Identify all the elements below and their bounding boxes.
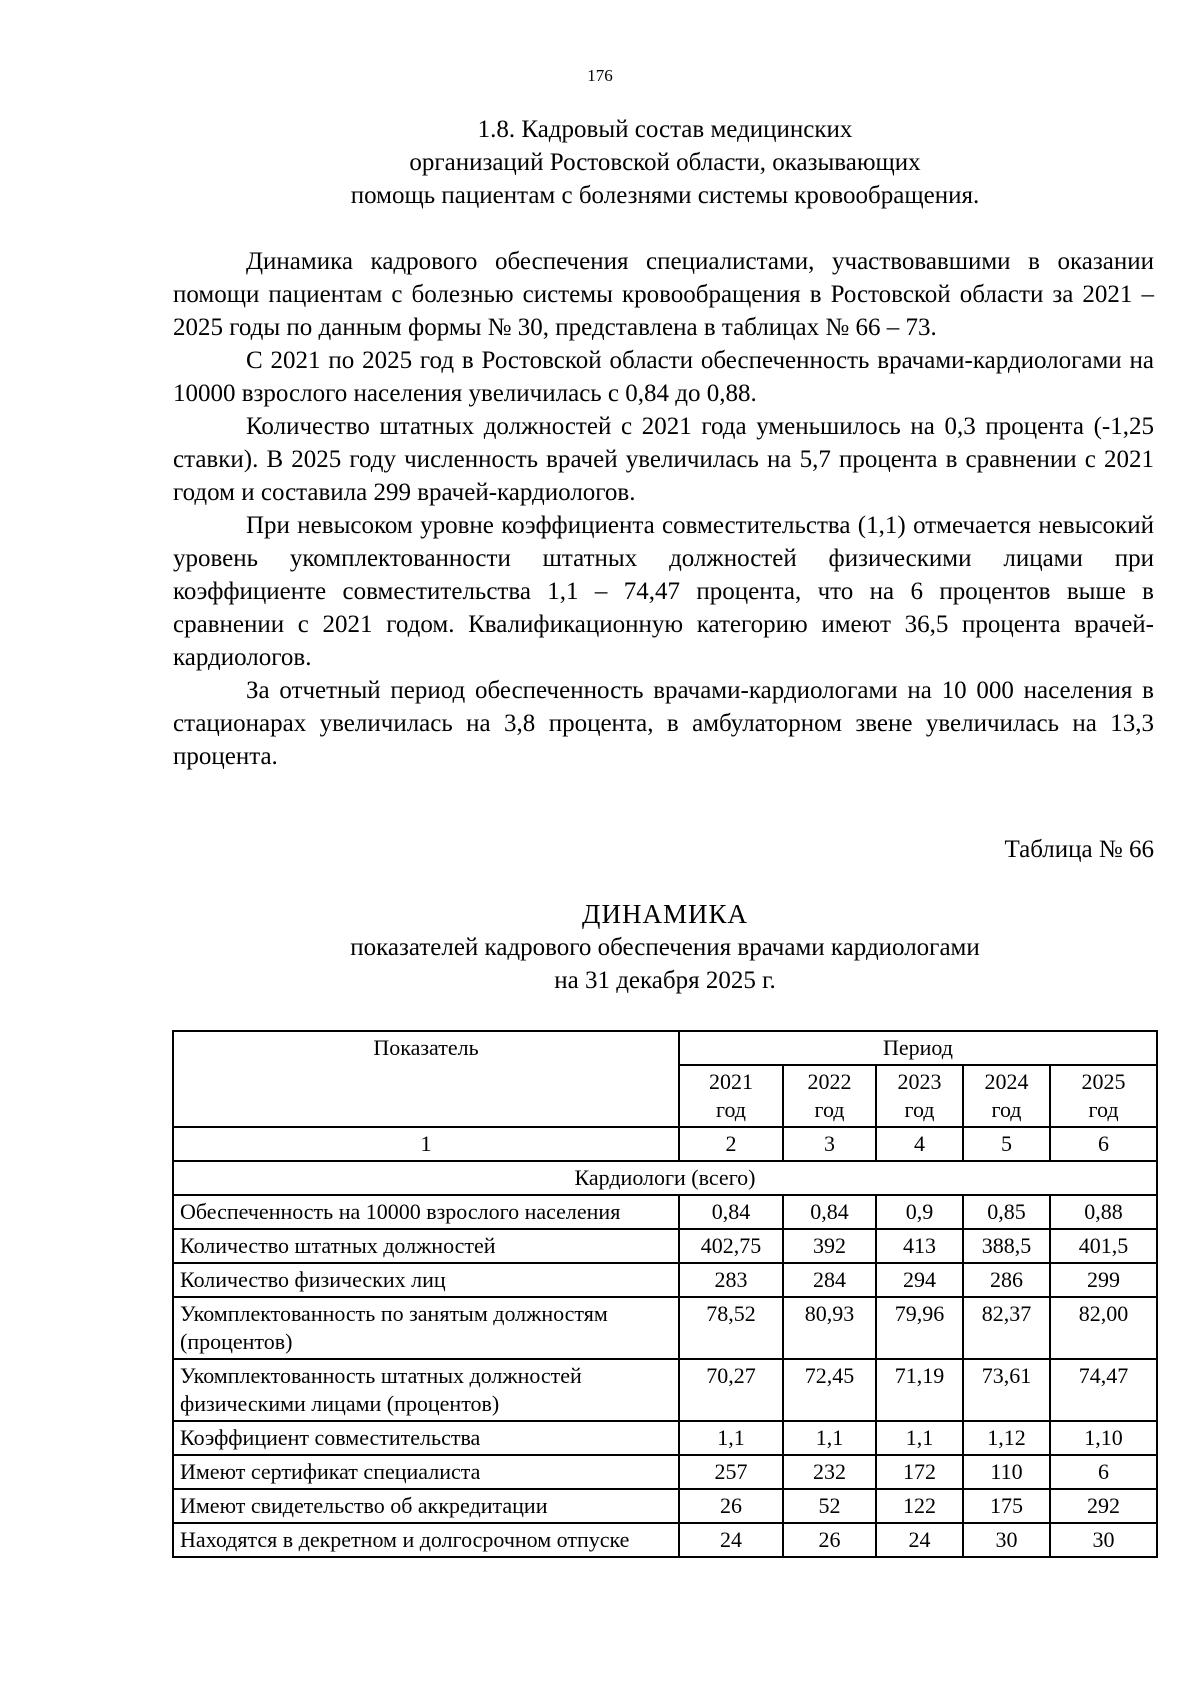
header-period: Период	[679, 1031, 1157, 1065]
row-value: 24	[876, 1523, 963, 1557]
row-value: 299	[1050, 1263, 1157, 1297]
column-number-row	[173, 1127, 1157, 1161]
section-title-line-1: 1.8. Кадровый состав медицинских	[477, 116, 853, 143]
section-title	[0, 113, 1200, 212]
row-label: Количество штатных должностей	[173, 1229, 679, 1263]
table-row	[173, 1229, 1157, 1263]
column-number: 5	[963, 1127, 1050, 1161]
column-number: 4	[876, 1127, 963, 1161]
paragraph-1: Динамика кадрового обеспечения специалистами, участвовавшими в оказании помощи пациентам с болезнью системы кровообращения в Ростовской области за 2021 – 2025 годы по данным формы № 30, представлена в таблицах № 66 – 73.	[173, 248, 1154, 341]
table-row	[173, 1421, 1157, 1455]
table-caption-line-1: показателей кадрового обеспечения врачами кардиологами	[350, 934, 980, 961]
row-value: 175	[963, 1489, 1050, 1523]
row-value: 1,1	[783, 1421, 876, 1455]
row-value: 392	[783, 1229, 876, 1263]
row-value: 73,61	[963, 1359, 1050, 1421]
header-year-unit: год	[715, 1097, 747, 1122]
section-title-line-3: помощь пациентам с болезнями системы кровообращения.	[350, 182, 980, 209]
row-value: 0,84	[783, 1195, 876, 1229]
table-caption-title: ДИНАМИКА	[582, 899, 748, 929]
column-number: 2	[679, 1127, 783, 1161]
row-value: 1,10	[1050, 1421, 1157, 1455]
row-value: 388,5	[963, 1229, 1050, 1263]
row-value: 24	[679, 1523, 783, 1557]
row-value: 80,93	[783, 1297, 876, 1359]
row-value: 283	[679, 1263, 783, 1297]
column-number: 6	[1050, 1127, 1157, 1161]
header-year-value: 2023	[897, 1069, 942, 1094]
row-value: 284	[783, 1263, 876, 1297]
header-year-unit: год	[814, 1097, 845, 1122]
header-year-value: 2025	[1081, 1069, 1126, 1094]
header-year	[963, 1065, 1050, 1127]
row-value: 30	[963, 1523, 1050, 1557]
header-year-value: 2024	[984, 1069, 1029, 1094]
table-row	[173, 1489, 1157, 1523]
column-number: 1	[173, 1127, 679, 1161]
row-value: 52	[783, 1489, 876, 1523]
row-value: 402,75	[679, 1229, 783, 1263]
header-year	[783, 1065, 876, 1127]
row-value: 6	[1050, 1455, 1157, 1489]
staffing-table	[172, 1030, 1158, 1558]
row-value: 30	[1050, 1523, 1157, 1557]
row-label: Укомплектованность штатных должностей физическими лицами (процентов)	[173, 1359, 679, 1421]
row-value: 401,5	[1050, 1229, 1157, 1263]
header-year-unit: год	[904, 1097, 935, 1122]
section-label: Кардиологи (всего)	[173, 1161, 1157, 1195]
section-title-line-2: организаций Ростовской области, оказывающих	[409, 149, 921, 176]
row-label: Коэффициент совместительства	[173, 1421, 679, 1455]
row-value: 172	[876, 1455, 963, 1489]
row-value: 413	[876, 1229, 963, 1263]
section-row	[173, 1161, 1157, 1195]
row-value: 72,45	[783, 1359, 876, 1421]
header-indicator: Показатель	[173, 1031, 679, 1127]
table-row	[173, 1523, 1157, 1557]
paragraph-4: При невысоком уровне коэффициента совместительства (1,1) отмечается невысокий уровень укомплектованности штатных должностей физическими лицами при коэффициенте совместительства 1,1 – 74,47 процента, что на 6 процентов выше в сравнении с 2021 годом. Квалификационную категорию имеют 36,5 процента врачей-кардиологов.	[173, 512, 1154, 671]
row-value: 257	[679, 1455, 783, 1489]
row-value: 286	[963, 1263, 1050, 1297]
row-value: 26	[783, 1523, 876, 1557]
row-value: 122	[876, 1489, 963, 1523]
row-value: 71,19	[876, 1359, 963, 1421]
row-value: 82,00	[1050, 1297, 1157, 1359]
row-value: 70,27	[679, 1359, 783, 1421]
paragraph-2: С 2021 по 2025 год в Ростовской области обеспеченность врачами-кардиологами на 10000 взрослого населения увеличилась с 0,84 до 0,88.	[173, 347, 1154, 407]
paragraph-3: Количество штатных должностей с 2021 года уменьшилось на 0,3 процента (-1,25 ставки). В 2025 году численность врачей увеличилась на 5,7 процента в сравнении с 2021 годом и составила 299 врачей-кардиологов.	[173, 413, 1154, 506]
row-value: 1,1	[876, 1421, 963, 1455]
table-row	[173, 1359, 1157, 1421]
row-value: 232	[783, 1455, 876, 1489]
row-value: 1,1	[679, 1421, 783, 1455]
table-row	[173, 1195, 1157, 1229]
row-label: Находятся в декретном и долгосрочном отпуске	[173, 1523, 679, 1557]
header-year-unit: год	[991, 1097, 1022, 1122]
row-value: 110	[963, 1455, 1050, 1489]
header-year	[1050, 1065, 1157, 1127]
row-value: 26	[679, 1489, 783, 1523]
row-label: Имеют сертификат специалиста	[173, 1455, 679, 1489]
row-label: Обеспеченность на 10000 взрослого населения	[173, 1195, 679, 1229]
header-year-value: 2021	[709, 1069, 753, 1094]
header-year	[679, 1065, 783, 1127]
page-number: 176	[587, 66, 613, 85]
row-value: 82,37	[963, 1297, 1050, 1359]
row-value: 1,12	[963, 1421, 1050, 1455]
row-value: 0,9	[876, 1195, 963, 1229]
row-value: 0,88	[1050, 1195, 1157, 1229]
table-row	[173, 1263, 1157, 1297]
row-value: 294	[876, 1263, 963, 1297]
row-value: 79,96	[876, 1297, 963, 1359]
table-caption-line-2: на 31 декабря 2025 г.	[554, 967, 776, 994]
table-row	[173, 1455, 1157, 1489]
table-caption	[0, 898, 1200, 997]
row-value: 74,47	[1050, 1359, 1157, 1421]
body-text	[173, 245, 1154, 773]
header-year-unit: год	[1088, 1097, 1119, 1122]
row-value: 0,85	[963, 1195, 1050, 1229]
column-number: 3	[783, 1127, 876, 1161]
row-label: Укомплектованность по занятым должностям (процентов)	[173, 1297, 679, 1359]
table-row	[173, 1297, 1157, 1359]
row-value: 292	[1050, 1489, 1157, 1523]
paragraph-5: За отчетный период обеспеченность врачами-кардиологами на 10 000 населения в стационарах увеличилась на 3,8 процента, в амбулаторном звене увеличилась на 13,3 процента.	[173, 677, 1154, 770]
row-label: Имеют свидетельство об аккредитации	[173, 1489, 679, 1523]
row-value: 78,52	[679, 1297, 783, 1359]
table-label: Таблица № 66	[1004, 836, 1154, 863]
row-value: 0,84	[679, 1195, 783, 1229]
header-year-value: 2022	[807, 1069, 852, 1094]
row-label: Количество физических лиц	[173, 1263, 679, 1297]
header-year	[876, 1065, 963, 1127]
